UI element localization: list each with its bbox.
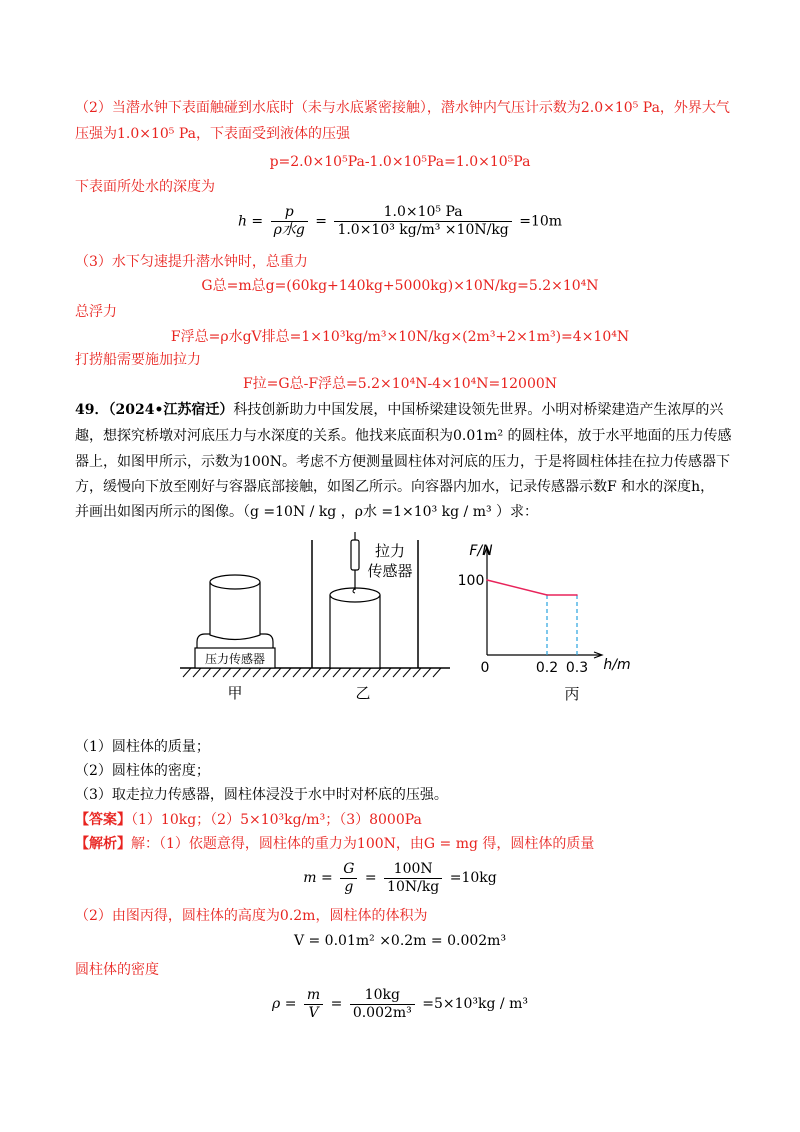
m-eq: = — [364, 870, 377, 886]
series-line — [487, 580, 577, 595]
m-frac1 — [340, 861, 357, 896]
x-tick-label: 0.2 — [535, 660, 559, 676]
q49-text1: 科技创新助力中国发展，中国桥梁建设领先世界。小明对桥梁建造产生浓厚的兴 — [233, 402, 724, 418]
label-bing: 丙 — [564, 685, 580, 703]
pull-sensor-label-2: 传感器 — [367, 562, 413, 580]
h-num2: 1.0×10⁵ Pa — [334, 204, 511, 222]
eq-pressure: p=2.0×10⁵Pa-1.0×10⁵Pa=1.0×10⁵Pa — [269, 154, 531, 170]
cylinder-yi-body — [330, 595, 380, 668]
cylinder-jia-body — [210, 582, 260, 640]
y-axis-label: F/N — [469, 543, 493, 559]
data-point — [576, 594, 578, 596]
eq-mass — [0, 858, 800, 898]
answer-line — [75, 810, 422, 830]
h-frac1 — [271, 204, 308, 239]
h-frac2 — [334, 204, 511, 239]
m-num2: 100N — [384, 861, 442, 879]
q49-line4: 方，缓慢向下放至刚好与容器底部接触，如图乙所示。向容器内加水，记录传感器示数F 和水的深度h， — [75, 479, 715, 495]
data-point — [486, 579, 488, 581]
label-yi: 乙 — [355, 684, 371, 702]
rho-frac1 — [304, 987, 323, 1022]
m-den: g — [344, 878, 354, 895]
analysis-line1 — [75, 834, 594, 854]
analysis-tag: 【解析】 — [75, 836, 131, 852]
m-lhs: m = — [303, 870, 333, 886]
chart-axes — [458, 543, 631, 676]
answer-tag: 【答案】 — [75, 812, 131, 828]
eq-volume: V = 0.01m² ×0.2m = 0.002m³ — [293, 933, 507, 949]
data-point — [546, 594, 548, 596]
q49-line3: 器上，如图甲所示，示数为100N。考虑不方便测量圆柱体对河底的压力，于是将圆柱体挂在拉力传感器下 — [75, 454, 730, 470]
question-2: （2）圆柱体的密度； — [75, 763, 210, 779]
x-tick-label: 0 — [480, 660, 490, 676]
x-axis-label: h/m — [603, 657, 631, 673]
m-num: G — [340, 861, 357, 879]
rho-frac2 — [350, 987, 415, 1022]
question-1: （1）圆柱体的质量； — [75, 739, 210, 755]
part2-line2: 压强为1.0×10⁵ Pa，下表面受到液体的压强 — [75, 126, 351, 142]
y-tick-label: 100 — [457, 573, 485, 589]
chart-bing — [445, 535, 631, 705]
q49-number: 49．（2024•江苏宿迁） — [75, 402, 234, 418]
rho-num2: 10kg — [350, 987, 415, 1005]
h-rhs: =10m — [519, 213, 563, 230]
answer-text: （1）10kg；（2）5×10³kg/m³；（3）8000Pa — [131, 812, 422, 828]
x-tick-label: 0.3 — [565, 660, 589, 676]
analysis-text1: 解：（1）依题意得，圆柱体的重力为100N，由G = mg 得，圆柱体的质量 — [131, 836, 595, 852]
h-eq: = — [315, 213, 327, 230]
yi-setup — [312, 532, 418, 668]
ground-hatch — [183, 668, 441, 677]
h-num: p — [271, 204, 308, 222]
cylinder-yi-top — [330, 588, 380, 602]
pull-sensor-label-1: 拉力 — [374, 542, 406, 560]
part2-line1: （2）当潜水钟下表面触碰到水底时（未与水底紧密接触），潜水钟内气压计示数为2.0×10⁵ Pa，外界大气 — [75, 100, 730, 116]
h-lhs: h = — [237, 213, 264, 230]
q49-line1 — [75, 400, 723, 420]
analysis-line2: （2）由图丙得，圆柱体的高度为0.2m，圆柱体的体积为 — [75, 908, 428, 924]
m-frac2 — [384, 861, 442, 896]
m-rhs: =10kg — [449, 870, 497, 886]
eq-pull: F拉=G总-F浮总=5.2×10⁴N-4×10⁴N=12000N — [242, 376, 558, 392]
apparatus-figure — [175, 530, 455, 705]
rho-eq: = — [330, 996, 343, 1012]
rho-den2: 0.002m³ — [352, 1004, 412, 1021]
q49-line2: 趣，想探究桥墩对河底压力与水深度的关系。他找来底面积为0.01m² 的圆柱体，放于水平地面的压力传感 — [75, 428, 732, 444]
eq-gravity: G总=m总g=(60kg+140kg+5000kg)×10N/kg=5.2×10⁴N — [201, 278, 599, 294]
eq-depth — [0, 204, 800, 239]
pull-sensor-body — [351, 540, 359, 570]
chart-marks — [486, 579, 578, 655]
jia-setup — [195, 575, 275, 668]
question-3: （3）取走拉力传感器，圆柱体浸没于水中时对杯底的压强。 — [75, 787, 448, 803]
rho-num: m — [304, 987, 323, 1005]
h-den: ρ水g — [273, 222, 305, 238]
label-jia: 甲 — [227, 684, 243, 702]
rho-rhs: =5×10³kg / m³ — [422, 996, 528, 1012]
cylinder-jia-top — [210, 575, 260, 589]
density-label: 圆柱体的密度 — [75, 962, 159, 978]
pull-label: 打捞船需要施加拉力 — [75, 352, 201, 368]
m-den2: 10N/kg — [387, 878, 440, 895]
eq-density — [0, 982, 800, 1026]
buoyancy-label: 总浮力 — [75, 304, 117, 320]
h-den2: 1.0×10³ kg/m³ ×10N/kg — [337, 222, 509, 238]
rho-den: V — [308, 1004, 319, 1021]
rho-lhs: ρ = — [272, 996, 297, 1012]
eq-buoyancy: F浮总=ρ水gV排总=1×10³kg/m³×10N/kg×(2m³+2×1m³)=4×10⁴N — [170, 329, 630, 345]
pressure-sensor-label: 压力传感器 — [204, 652, 266, 666]
q49-line5: 并画出如图丙所示的图像。（g =10N / kg ，ρ水 =1×10³ kg / m³ ）求： — [75, 504, 539, 520]
depth-label: 下表面所处水的深度为 — [75, 179, 215, 195]
part3-line1: （3）水下匀速提升潜水钟时，总重力 — [75, 254, 308, 270]
